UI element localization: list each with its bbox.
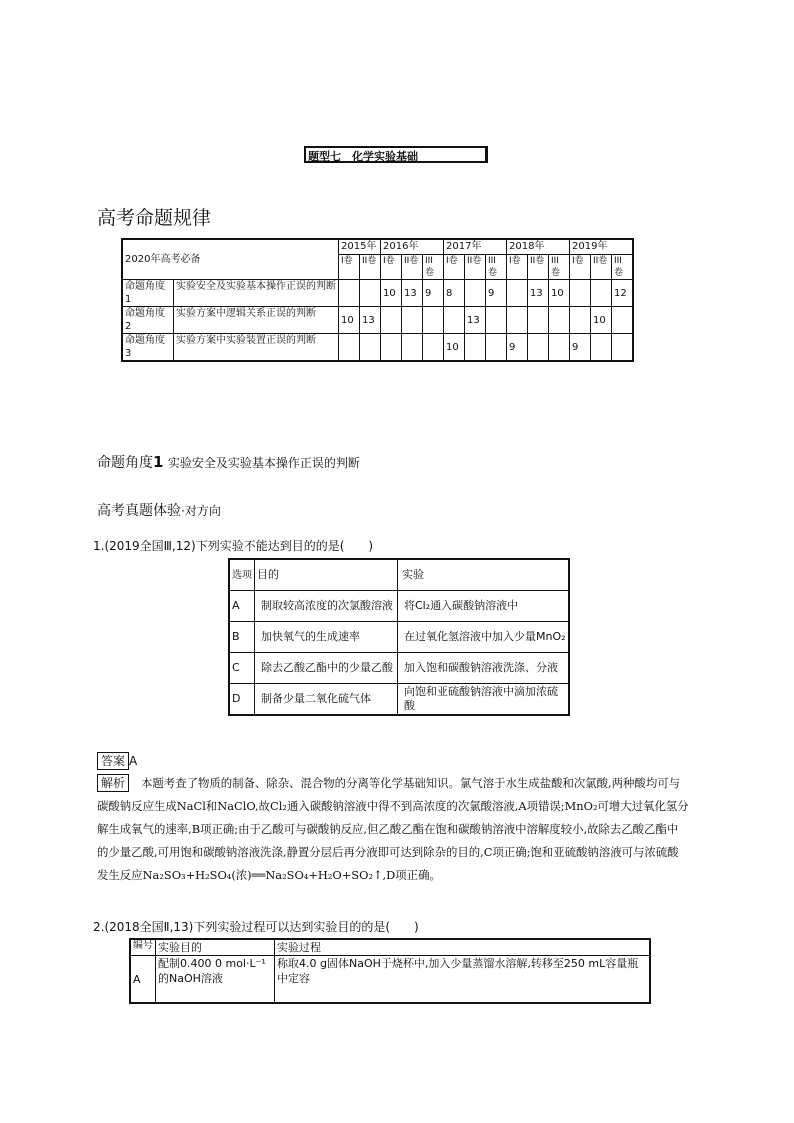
count-cell <box>423 307 444 334</box>
count-cell: 10 <box>381 280 402 307</box>
table-row <box>122 334 633 362</box>
count-cell <box>528 307 549 334</box>
count-cell <box>339 334 360 362</box>
desc-cell: 实验安全及实验基本操作正误的判断 <box>174 280 339 307</box>
count-cell <box>381 307 402 334</box>
table-cell: 除去乙酸乙酯中的少量乙酸 <box>255 653 398 684</box>
angle-heading: 命题角度1 实验安全及实验基本操作正误的判断 <box>97 453 360 471</box>
table-cell: 向饱和亚硫酸钠溶液中滴加浓硫酸 <box>398 684 570 716</box>
table-cell: B <box>229 622 255 653</box>
volume-cell: II卷 <box>402 255 423 280</box>
count-cell: 10 <box>339 307 360 334</box>
count-cell: 10 <box>549 280 570 307</box>
table-cell: D <box>229 684 255 716</box>
count-cell: 13 <box>402 280 423 307</box>
volume-cell: II卷 <box>360 255 381 280</box>
table-row <box>229 622 569 653</box>
count-cell <box>612 307 634 334</box>
year-cell: 2018年 <box>507 239 570 255</box>
table-cell: C <box>229 653 255 684</box>
table-row <box>122 307 633 334</box>
table-cell: A <box>229 591 255 622</box>
count-cell <box>507 307 528 334</box>
table-cell: 制取较高浓度的次氯酸溶液 <box>255 591 398 622</box>
count-cell: 8 <box>444 280 465 307</box>
table-header: 实验过程 <box>275 939 651 956</box>
table-row <box>122 280 633 307</box>
q2-table <box>129 938 651 1004</box>
count-cell <box>486 307 507 334</box>
volume-cell: I卷 <box>444 255 465 280</box>
count-cell <box>423 334 444 362</box>
count-cell <box>591 280 612 307</box>
table-cell: 配制0.400 0 mol·L⁻¹的NaOH溶液 <box>156 956 275 1004</box>
volume-cell: III卷 <box>423 255 444 280</box>
table-row <box>229 653 569 684</box>
count-cell <box>549 307 570 334</box>
year-cell: 2015年 <box>339 239 381 255</box>
count-cell <box>570 307 591 334</box>
volume-cell: II卷 <box>591 255 612 280</box>
desc-cell: 实验方案中逻辑关系正误的判断 <box>174 307 339 334</box>
count-cell: 9 <box>486 280 507 307</box>
count-cell <box>549 334 570 362</box>
volume-cell: II卷 <box>528 255 549 280</box>
section-title: 题型七 化学实验基础 <box>304 146 488 163</box>
count-cell: 13 <box>360 307 381 334</box>
desc-cell: 实验方案中实验装置正误的判断 <box>174 334 339 362</box>
table-header: 选项 <box>229 559 255 591</box>
count-cell: 9 <box>570 334 591 362</box>
analysis <box>97 772 689 887</box>
table-cell: 在过氧化氢溶液中加入少量MnO₂ <box>398 622 570 653</box>
answer-line <box>97 750 137 770</box>
table-header: 编号 <box>130 939 156 956</box>
table-row <box>229 684 569 716</box>
count-cell: 9 <box>507 334 528 362</box>
q1-table <box>228 558 570 716</box>
answer-value: A <box>129 754 138 768</box>
table-header: 实验 <box>398 559 570 591</box>
volume-cell: III卷 <box>549 255 570 280</box>
table-row <box>229 591 569 622</box>
count-cell: 13 <box>528 280 549 307</box>
count-cell <box>402 307 423 334</box>
count-cell: 10 <box>444 334 465 362</box>
angle-cell: 命题角度2 <box>122 307 174 334</box>
count-cell <box>507 280 528 307</box>
count-cell: 13 <box>465 307 486 334</box>
count-cell <box>402 334 423 362</box>
volume-cell: I卷 <box>570 255 591 280</box>
volume-cell: I卷 <box>381 255 402 280</box>
q1-stem: 1.(2019全国Ⅲ,12)下列实验不能达到目的的是( ) <box>93 539 374 553</box>
count-cell <box>360 280 381 307</box>
angle-cell: 命题角度3 <box>122 334 174 362</box>
answer-label: 答案 <box>97 752 129 770</box>
table-row <box>130 956 650 1004</box>
count-cell <box>486 334 507 362</box>
year-cell: 2019年 <box>570 239 634 255</box>
count-cell <box>465 334 486 362</box>
analysis-text: 本题考查了物质的制备、除杂、混合物的分离等化学基础知识。氯气溶于水生成盐酸和次氯酸,两种酸均可与碳酸钠反应生成NaCl和NaClO,故Cl₂通入碳酸钠溶液中得不到高浓度的次氯酸溶液,A项错误;MnO₂可增大过氧化氢分解生成氧气的速率,B项正确;由于乙酸可与碳酸钠反应,但乙酸乙酯在饱和碳酸钠溶液中溶解度较小,故除去乙酸乙酯中的少量乙酸,可用饱和碳酸钠溶液洗涤,静置分层后再分液即可达到除杂的目的,C项正确;饱和亚硫酸钠溶液可与浓硫酸发生反应Na₂SO₃+H₂SO₄(浓)══Na₂SO₄+H₂O+SO₂↑,D项正确。 <box>97 776 689 882</box>
table-corner: 2020年高考必备 <box>122 239 339 280</box>
volume-cell: III卷 <box>486 255 507 280</box>
table-cell: A <box>130 956 156 1004</box>
section-tag: 高考真题体验·对方向 <box>97 503 221 519</box>
table-header: 实验目的 <box>156 939 275 956</box>
table-header: 目的 <box>255 559 398 591</box>
count-cell <box>528 334 549 362</box>
analysis-label: 解析 <box>97 774 129 792</box>
volume-cell: I卷 <box>339 255 360 280</box>
volume-cell: II卷 <box>465 255 486 280</box>
table-cell: 称取4.0 g固体NaOH于烧杯中,加入少量蒸馏水溶解,转移至250 mL容量瓶中定容 <box>275 956 651 1004</box>
count-cell <box>612 334 634 362</box>
count-cell: 12 <box>612 280 634 307</box>
count-cell <box>570 280 591 307</box>
count-cell <box>339 280 360 307</box>
count-cell <box>444 307 465 334</box>
volume-cell: III卷 <box>612 255 634 280</box>
count-cell <box>465 280 486 307</box>
year-cell: 2017年 <box>444 239 507 255</box>
count-cell: 9 <box>423 280 444 307</box>
count-cell <box>360 334 381 362</box>
year-cell: 2016年 <box>381 239 444 255</box>
rule-table <box>121 238 634 362</box>
q2-stem: 2.(2018全国Ⅱ,13)下列实验过程可以达到实验目的的是( ) <box>93 920 419 934</box>
angle-cell: 命题角度1 <box>122 280 174 307</box>
table-cell: 制备少量二氧化硫气体 <box>255 684 398 716</box>
count-cell <box>381 334 402 362</box>
count-cell: 10 <box>591 307 612 334</box>
volume-cell: I卷 <box>507 255 528 280</box>
table-cell: 加快氧气的生成速率 <box>255 622 398 653</box>
table-cell: 将Cl₂通入碳酸钠溶液中 <box>398 591 570 622</box>
table-cell: 加入饱和碳酸钠溶液洗涤、分液 <box>398 653 570 684</box>
page-heading: 高考命题规律 <box>97 207 212 229</box>
count-cell <box>591 334 612 362</box>
